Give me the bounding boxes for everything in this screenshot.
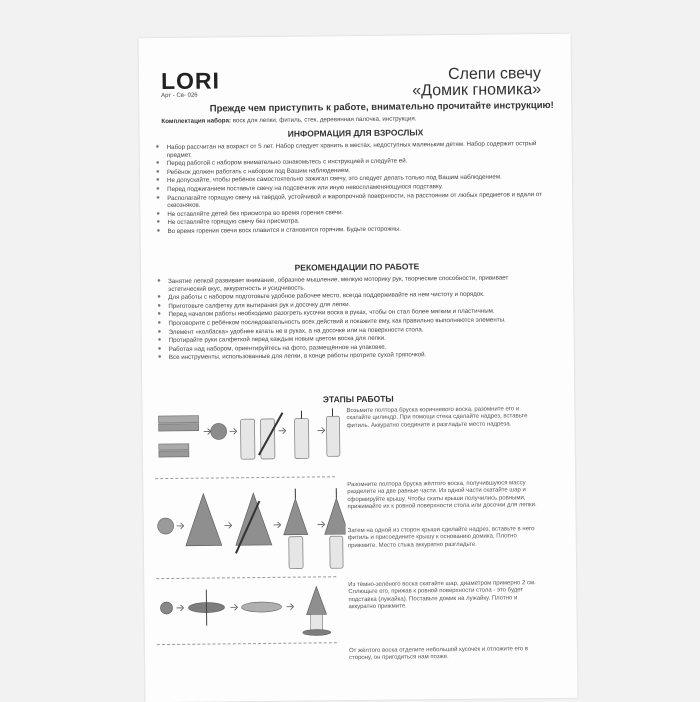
step1-illustration bbox=[154, 408, 345, 478]
instruction-sheet bbox=[139, 34, 578, 702]
list-item: ● Располагайте горящую свечу на твёрдой, устойчивой и жаропрочной поверхности, на расстоянии от любых предметов и вдали от сквозняков. bbox=[156, 191, 546, 210]
list-item: ● Для работы с набором подготовьте удобное рабочее место, всегда поддерживайте на нем чистоту и порядок. bbox=[157, 290, 547, 302]
list-item: ● Во время горения свечи воск плавится и становится горячим. Будьте осторожны. bbox=[157, 224, 547, 236]
list-item: ● Приготовьте салфетку для вытирания рук и досочку для лепки. bbox=[157, 299, 547, 311]
list-item: ● Перед работой с набором внимательно ознакомьтесь с инструкцией и следуйте ей. bbox=[156, 156, 546, 168]
brand-logo: LORI bbox=[161, 67, 220, 95]
list-item: ● Не оставляйте горящую свечу без присмотра. bbox=[156, 215, 546, 227]
step-3-text: Затем на одной из сторон крыши сделайте надрез, вставьте в него фитиль и присоедините крышу к основанию домика. Плотно прижмите. Место стыка аккуратно разгладьте. bbox=[348, 526, 538, 550]
adults-list bbox=[156, 140, 547, 237]
article-number: Арт - Св- 026 bbox=[161, 93, 198, 99]
kit-label: Комплектация набора: bbox=[161, 117, 231, 125]
list-item: ● Протирайте руки салфеткой перед каждым новым цветом воска для лепки. bbox=[158, 333, 548, 345]
title-line-1: Слепи свечу bbox=[412, 66, 541, 83]
stages-heading: ЭТАПЫ РАБОТЫ bbox=[142, 392, 574, 407]
recommendations-heading: РЕКОМЕНДАЦИИ ПО РАБОТЕ bbox=[141, 260, 573, 275]
recommendations-list bbox=[157, 274, 548, 363]
list-item: ● Проговорите с ребёнком последовательность всех действий и покажите ему, как правильно выполняются элементы. bbox=[157, 316, 547, 328]
title-line-2: «Домик гномика» bbox=[412, 82, 541, 99]
list-item: ● Занятие лепкой развивает внимание, образное мышление, мелкую моторику рук, творческие способности, прививает эстетический вкус, аккуратность и усидчивость. bbox=[157, 274, 547, 293]
step4-illustration bbox=[156, 580, 347, 644]
list-item: ● Не оставляйте детей без присмотра во время горения свечи. bbox=[156, 207, 546, 219]
page-title bbox=[412, 66, 541, 99]
list-item: ● Перед началом работы необходимо разогреть кусочки воска в руках, чтобы он стал более мягким и пластичным. bbox=[157, 307, 547, 319]
list-item: ● Ребёнок должен работать с набором под Вашим наблюдением. bbox=[156, 165, 546, 177]
kit-contents bbox=[161, 114, 551, 125]
list-item: ● Работая над набором, ориентируйтесь на фото, размещённое на упаковке. bbox=[158, 342, 548, 354]
step-2-text: Разомните полтора бруска жёлтого воска, получившуюся массу разделите на две равные части. Из одной части скатайте шар и сформируйте крышу. Чтобы скаты крыши получились ровными, прижимайте их к ровной поверхности стола или досочки для лепки. bbox=[347, 480, 537, 512]
step-5-text: От жёлтого воска отделите небольшой кусочек и отложите его в сторону, он пригодиться нам позже. bbox=[349, 646, 539, 663]
list-item: ● Набор рассчитан на возраст от 5 лет. Набор следует хранить в местах, недоступных маленьким детям. Набор содержит острый предмет. bbox=[156, 140, 546, 159]
list-item: ● Не допускайте, чтобы ребёнок самостоятельно зажигал свечу, это следует делать только под Вашим наблюдением. bbox=[156, 173, 546, 185]
step-1-text: Возьмите полтора бруска коричневого воска, разомните его и скатайте цилиндр. При помощи стека сделайте надрез, вставьте фитиль. Аккуратно соедините и разгладьте место надреза. bbox=[346, 406, 536, 430]
step2-illustration bbox=[155, 480, 346, 578]
list-item: ● Все инструменты, использованные для лепки, в конце работы протрите сухой тряпочкой. bbox=[158, 350, 548, 362]
adults-heading: ИНФОРМАЦИЯ ДЛЯ ВЗРОСЛЫХ bbox=[139, 126, 571, 141]
list-item: ● Элемент «колбаска» удобнее катать не в руках, а на досочке или на поверхности стола. bbox=[158, 325, 548, 337]
list-item: ● Перед поджиганием поставьте свечу на подсвечник или иную невоспламеняющуюся подставку. bbox=[156, 182, 546, 194]
kit-text: воск для лепки, фитиль, стек, деревянная палочка, инструкция. bbox=[231, 115, 416, 124]
warning-text: Прежде чем приступить к работе, внимательно прочитайте инструкцию! bbox=[199, 100, 564, 115]
step-4-text: Из тёмно-зелёного воска скатайте шар, диаметром примерно 2 см. Сплющьте его, прижав к ровной поверхности стола - это будет подставка (лужайка). Поставьте домик на лужайку. Плотно и аккуратно прижмите. bbox=[348, 580, 538, 612]
